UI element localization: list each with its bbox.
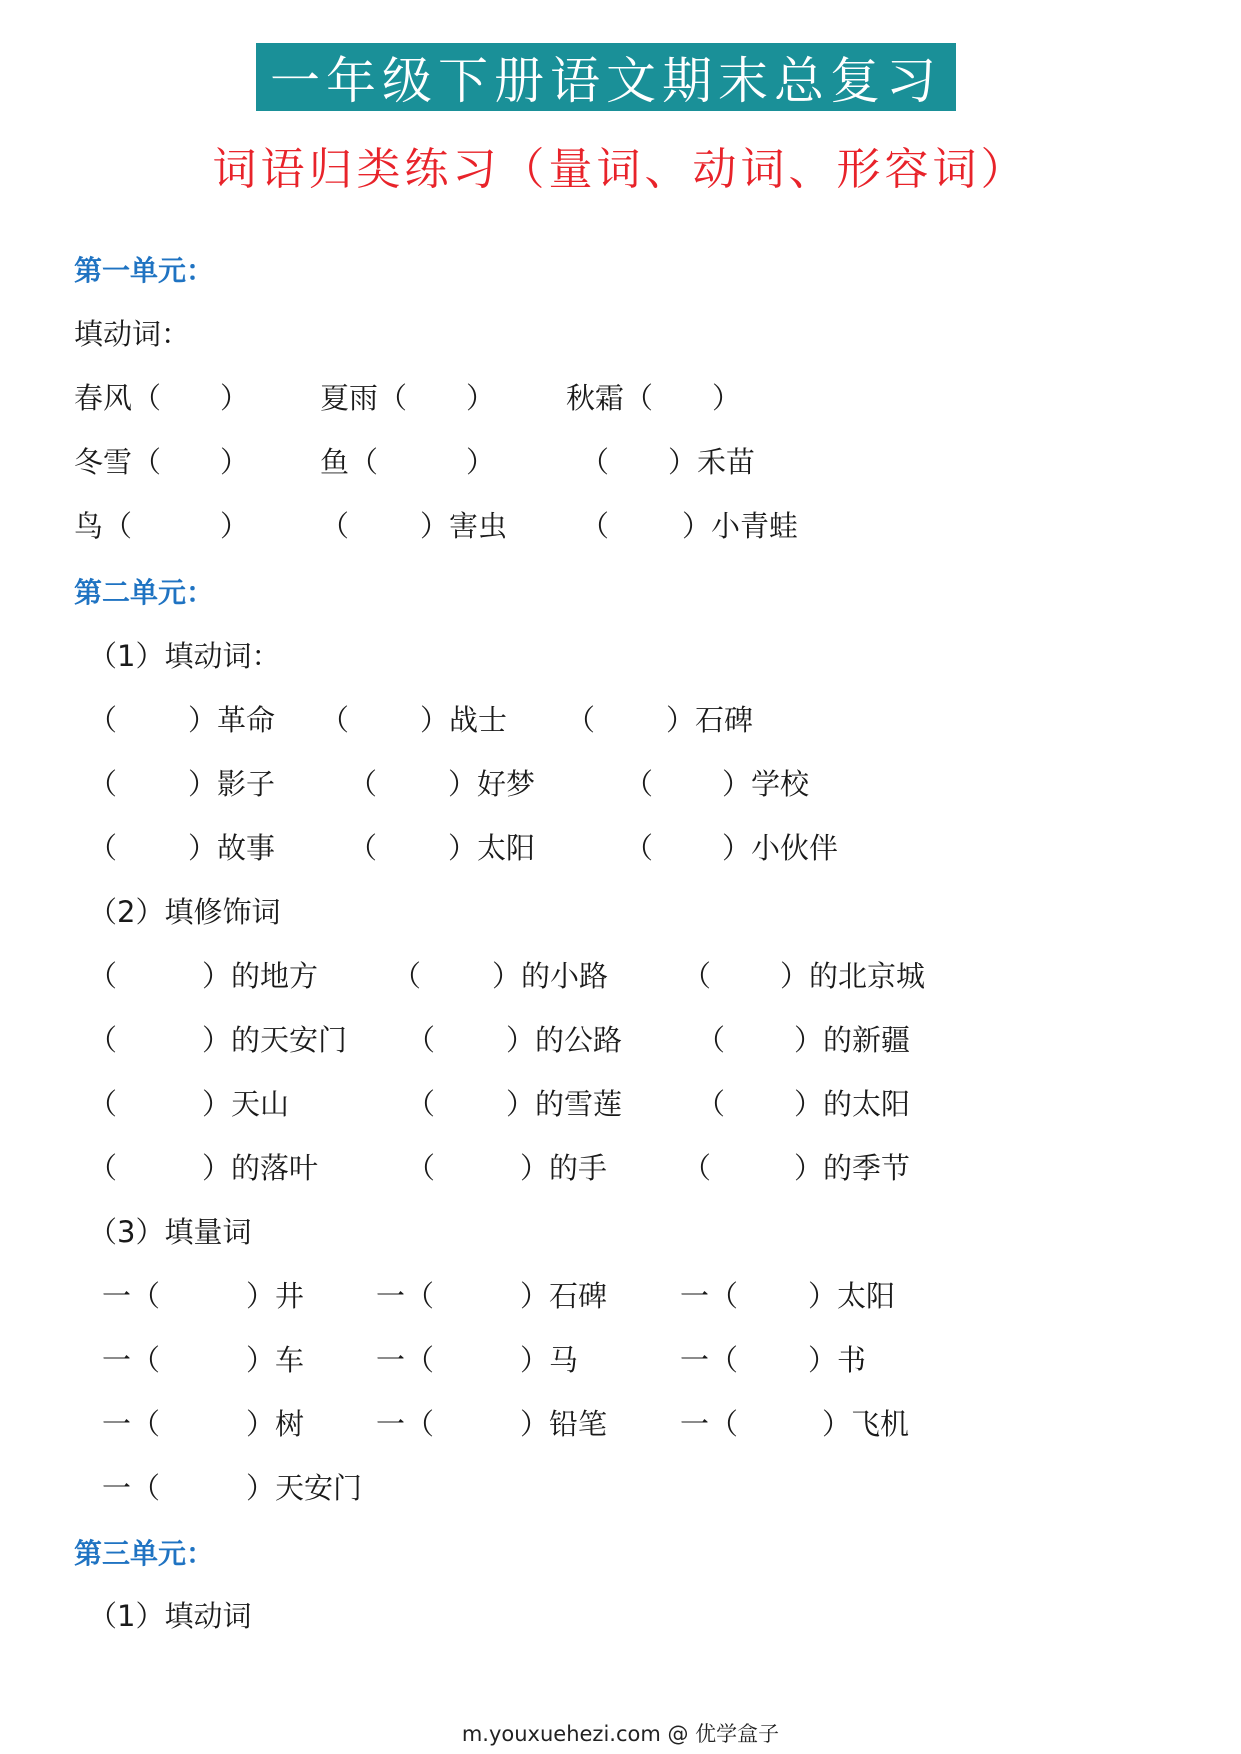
unit1-title: 第一单元： <box>74 254 215 287</box>
unit2-part1-heading: （1）填动词： <box>88 639 281 673</box>
unit2-p3-text: ）井 <box>246 1279 305 1313</box>
unit2-p1-text: ）太阳 <box>448 831 536 865</box>
unit2-part2-heading: （2）填修饰词 <box>88 895 281 929</box>
unit2-p2-open: （ <box>696 1023 726 1057</box>
unit2-p3-text: ）铅笔 <box>520 1407 608 1441</box>
unit2-p1-text: ）革命 <box>188 703 276 737</box>
unit2-p3-text: ）车 <box>246 1343 305 1377</box>
title-banner <box>256 43 956 111</box>
unit2-p2-text: ）的手 <box>520 1151 608 1185</box>
unit2-p3-open: 一（ <box>102 1407 161 1441</box>
unit3-title: 第三单元： <box>74 1537 215 1570</box>
unit1-item-close: ） <box>220 381 250 415</box>
unit3-part1-heading: （1）填动词 <box>88 1599 252 1633</box>
unit2-p1-text: ）战士 <box>420 703 508 737</box>
unit2-p1-open: （ <box>624 831 654 865</box>
unit2-p2-text: ）的小路 <box>492 959 609 993</box>
unit2-p3-open: 一（ <box>376 1279 435 1313</box>
unit2-p2-open: （ <box>406 1023 436 1057</box>
unit1-instruction: 填动词： <box>74 317 191 351</box>
unit2-p1-text: ）小伙伴 <box>722 831 839 865</box>
unit2-p2-text: ）的雪莲 <box>506 1087 623 1121</box>
unit1-item-close: ） <box>220 445 250 479</box>
unit1-item-open: （ <box>580 509 610 543</box>
unit2-p2-open: （ <box>406 1151 436 1185</box>
unit2-p2-open: （ <box>392 959 422 993</box>
unit2-p3-open: 一（ <box>376 1407 435 1441</box>
unit2-p2-open: （ <box>88 1087 118 1121</box>
unit2-p3-text: ）天安门 <box>246 1471 363 1505</box>
unit2-p3-text: ）太阳 <box>808 1279 896 1313</box>
unit2-p3-open: 一（ <box>376 1343 435 1377</box>
unit1-item-open: （ <box>580 445 610 479</box>
unit1-item-close: ） <box>220 509 250 543</box>
unit2-p2-open: （ <box>88 959 118 993</box>
unit1-item-text: ）小青蛙 <box>682 509 799 543</box>
unit2-p2-open: （ <box>682 959 712 993</box>
unit1-item-text: 冬雪（ <box>74 445 162 479</box>
footer-watermark: m.youxuehezi.com @ 优学盒子 <box>461 1722 780 1746</box>
unit2-p2-text: ）的新疆 <box>794 1023 911 1057</box>
unit2-p2-open: （ <box>406 1087 436 1121</box>
unit1-item-text: ）害虫 <box>420 509 508 543</box>
unit2-p1-open: （ <box>88 831 118 865</box>
unit2-p1-open: （ <box>88 767 118 801</box>
unit2-p3-text: ）树 <box>246 1407 305 1441</box>
unit2-p1-open: （ <box>348 767 378 801</box>
unit1-item-close: ） <box>712 381 742 415</box>
unit1-item-open: （ <box>320 509 350 543</box>
unit2-p3-text: ）书 <box>808 1343 867 1377</box>
unit2-p2-text: ）的落叶 <box>202 1151 319 1185</box>
page-title: 一年级下册语文期末总复习 <box>270 52 942 110</box>
unit1-item-text: 鸟（ <box>74 509 133 543</box>
unit2-p3-open: 一（ <box>102 1471 161 1505</box>
unit2-p2-text: ）的季节 <box>794 1151 911 1185</box>
unit2-p1-open: （ <box>348 831 378 865</box>
unit2-p3-text: ）飞机 <box>822 1407 910 1441</box>
unit2-p2-text: ）的天安门 <box>202 1023 348 1057</box>
unit1-item-text: 秋霜（ <box>566 381 654 415</box>
unit1-item-text: 鱼（ <box>320 445 379 479</box>
unit2-p1-open: （ <box>320 703 350 737</box>
unit1-item-close: ） <box>466 445 496 479</box>
unit2-p2-open: （ <box>88 1151 118 1185</box>
unit2-p3-open: 一（ <box>680 1407 739 1441</box>
unit1-item-close: ） <box>466 381 496 415</box>
unit2-p1-open: （ <box>624 767 654 801</box>
unit2-part3-heading: （3）填量词 <box>88 1215 252 1249</box>
unit2-p1-text: ）好梦 <box>448 767 536 801</box>
unit2-p1-text: ）影子 <box>188 767 276 801</box>
unit1-item-text: ）禾苗 <box>668 445 756 479</box>
unit2-p2-text: ）的地方 <box>202 959 319 993</box>
unit2-p3-open: 一（ <box>102 1343 161 1377</box>
unit2-p1-open: （ <box>88 703 118 737</box>
unit2-p2-text: ）的北京城 <box>780 959 926 993</box>
unit2-p1-text: ）石碑 <box>666 703 754 737</box>
unit1-item-text: 春风（ <box>74 381 162 415</box>
unit2-p2-open: （ <box>696 1087 726 1121</box>
unit2-p1-text: ）学校 <box>722 767 810 801</box>
unit2-p1-open: （ <box>566 703 596 737</box>
unit2-p1-text: ）故事 <box>188 831 276 865</box>
unit2-p3-open: 一（ <box>680 1343 739 1377</box>
unit2-p3-open: 一（ <box>102 1279 161 1313</box>
unit2-p3-text: ）石碑 <box>520 1279 608 1313</box>
unit2-p2-text: ）的太阳 <box>794 1087 911 1121</box>
unit2-p3-text: ）马 <box>520 1343 579 1377</box>
unit2-p2-text: ）天山 <box>202 1087 290 1121</box>
unit2-p3-open: 一（ <box>680 1279 739 1313</box>
unit2-p2-text: ）的公路 <box>506 1023 623 1057</box>
unit2-p2-open: （ <box>88 1023 118 1057</box>
unit1-item-text: 夏雨（ <box>320 381 408 415</box>
page-subtitle: 词语归类练习（量词、动词、形容词） <box>212 144 1029 195</box>
unit2-p2-open: （ <box>682 1151 712 1185</box>
unit2-title: 第二单元： <box>74 576 215 609</box>
